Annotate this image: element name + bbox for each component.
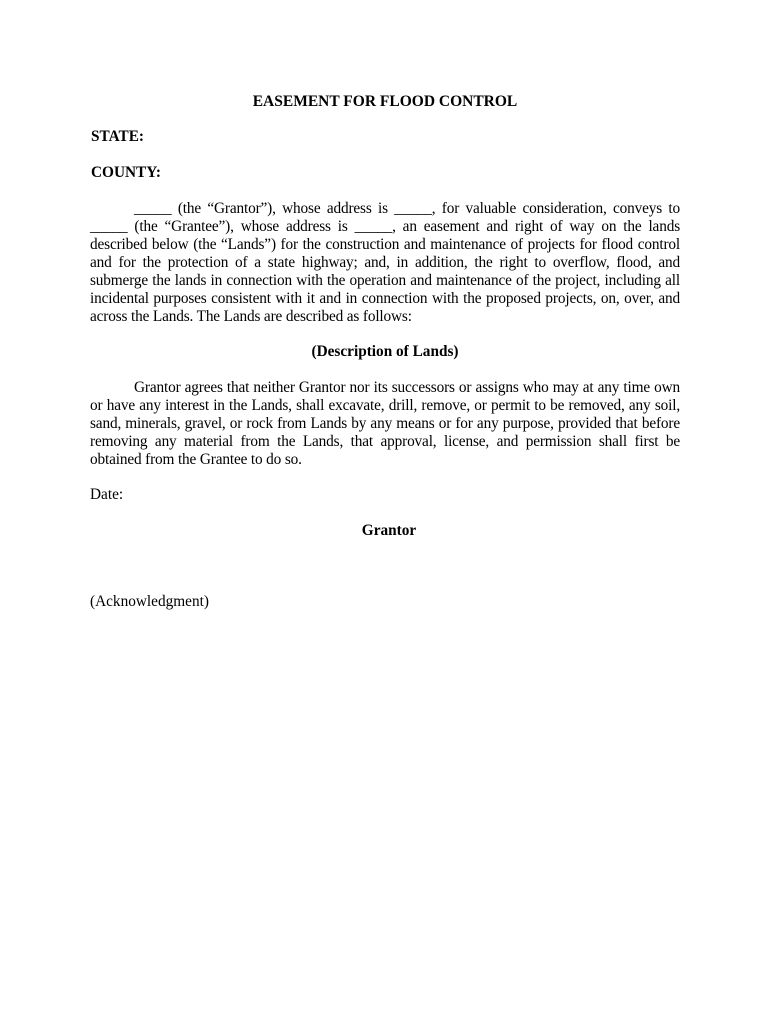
conveyance-paragraph: _____ (the “Grantor”), whose address is _____, for valuable consideration, conveys to _____ (the “Grantee”), whose address is _____, an easement and right of way on the lands described below (the “Lands”) for the construction and maintenance of projects for flood control and for the protection of a state highway; and, in addition, the right to overflow, flood, and submerge the lands in connection with the operation and maintenance of the project, including all incidental purposes consistent with it and in connection with the proposed projects, on, over, and across the Lands. The Lands are described as follows:: [90, 200, 680, 325]
agreement-paragraph: Grantor agrees that neither Grantor nor its successors or assigns who may at any time own or have any interest in the Lands, shall excavate, drill, remove, or permit to be removed, any soil, sand, minerals, gravel, or rock from Lands by any means or for any purpose, provided that before removing any material from the Lands, that approval, license, and permission shall first be obtained from the Grantee to do so.: [90, 379, 680, 468]
document-title: EASEMENT FOR FLOOD CONTROL: [252, 93, 518, 110]
state-label: STATE:: [91, 128, 144, 145]
date-label: Date:: [90, 486, 124, 503]
grantor-signature-label: Grantor: [361, 522, 417, 539]
acknowledgment-text: (Acknowledgment): [90, 593, 209, 610]
county-label: COUNTY:: [91, 164, 161, 181]
description-heading: (Description of Lands): [311, 343, 459, 360]
